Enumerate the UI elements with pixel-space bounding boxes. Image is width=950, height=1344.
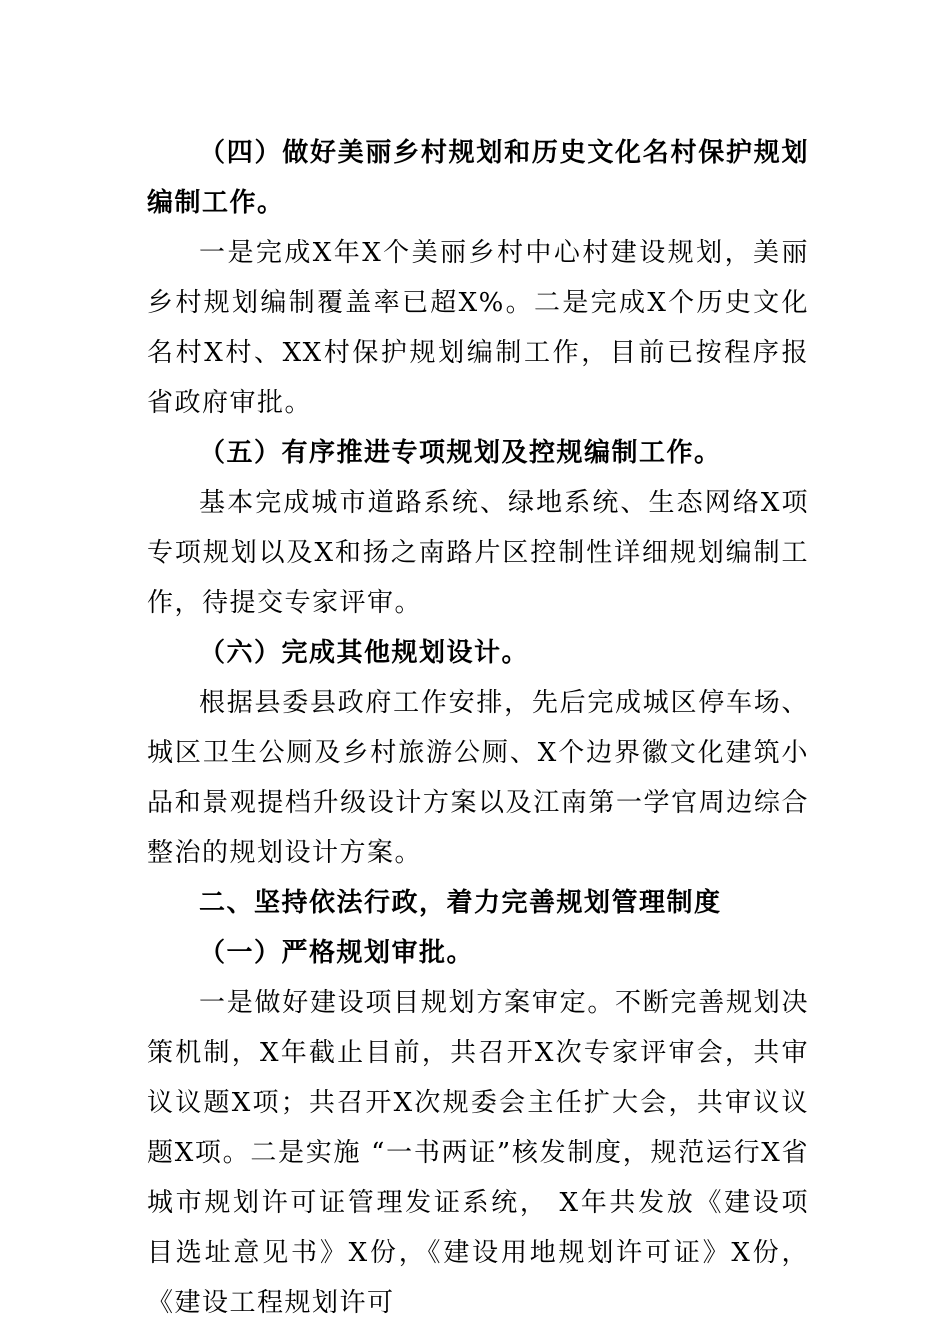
body-paragraph-2: 基本完成城市道路系统、绿地系统、生态网络X项专项规划以及X和扬之南路片区控制性详细规划编制工作，待提交专家评审。 bbox=[147, 488, 809, 618]
heading-section-4: （四）做好美丽乡村规划和历史文化名村保护规划编制工作。 bbox=[147, 138, 809, 218]
heading-chapter-2: 二、坚持依法行政，着力完善规划管理制度 bbox=[199, 888, 722, 918]
body-paragraph-1: 一是完成X年X个美丽乡村中心村建设规划，美丽乡村规划编制覆盖率已超X%。二是完成X个历史文化名村X村、XX村保护规划编制工作，目前已按程序报省政府审批。 bbox=[147, 238, 809, 418]
heading-section-6: （六）完成其他规划设计。 bbox=[199, 638, 530, 668]
body-paragraph-4: 一是做好建设项目规划方案审定。不断完善规划决策机制，X年截止目前，共召开X次专家评审会，共审议议题X项；共召开X次规委会主任扩大会，共审议议题X项。二是实施 “一书两证”核发制度，规范运行X省城市规划许可证管理发证系统， X年共发放《建设项目选址意见书》X份，《建设用地规划许可证》X份，《建设工程规划许可 bbox=[147, 988, 809, 1318]
body-paragraph-3: 根据县委县政府工作安排，先后完成城区停车场、城区卫生公厕及乡村旅游公厕、X个边界徽文化建筑小品和景观提档升级设计方案以及江南第一学官周边综合整治的规划设计方案。 bbox=[147, 688, 809, 868]
document-page bbox=[147, 128, 809, 1328]
heading-chapter-2-section-1: （一）严格规划审批。 bbox=[199, 938, 475, 968]
heading-section-5: （五）有序推进专项规划及控规编制工作。 bbox=[199, 438, 722, 468]
